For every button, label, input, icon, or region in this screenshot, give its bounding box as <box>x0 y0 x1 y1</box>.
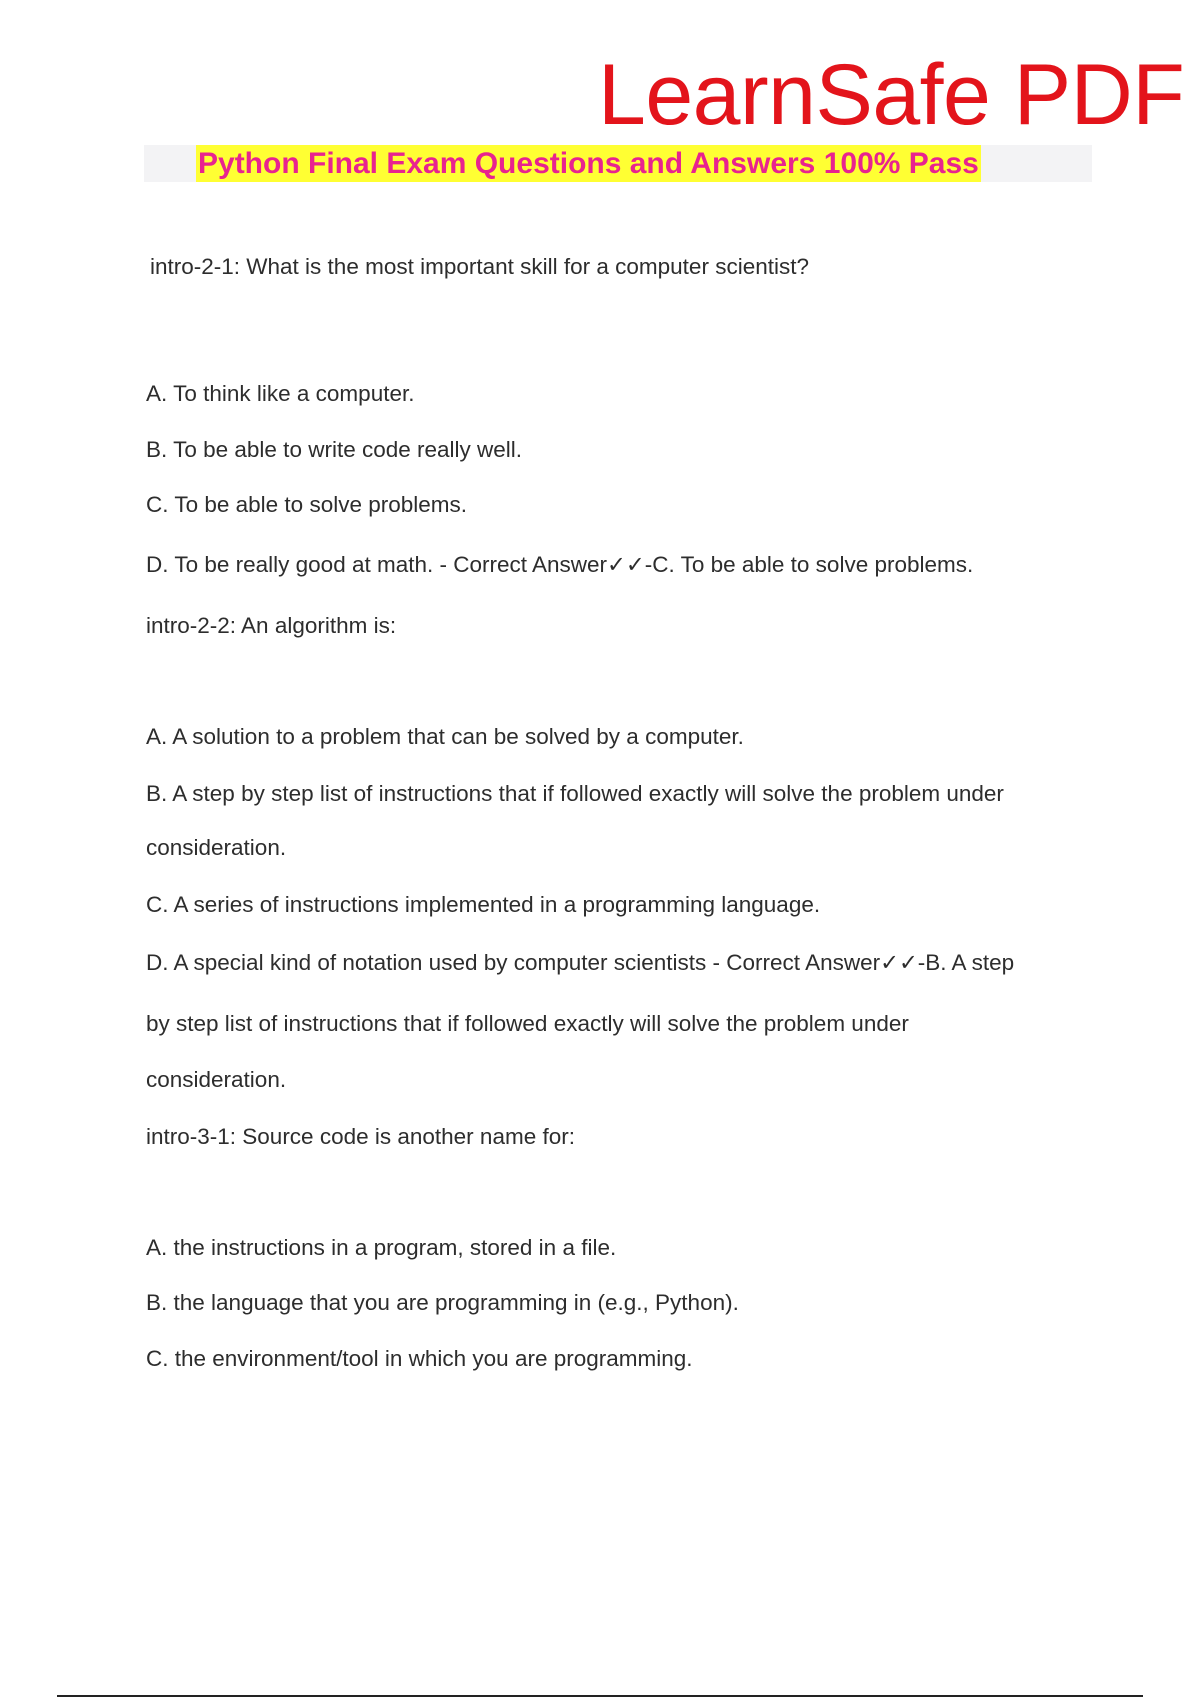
answer-option-continuation: consideration. <box>146 1067 287 1092</box>
answer-option: A. A solution to a problem that can be solved by a computer. <box>146 724 744 749</box>
question-prompt: intro-2-1: What is the most important skill for a computer scientist? <box>150 254 809 279</box>
answer-option: C. To be able to solve problems. <box>146 492 468 517</box>
answer-option-continuation: by step list of instructions that if followed exactly will solve the problem under <box>146 1011 909 1036</box>
answer-option: B. To be able to write code really well. <box>146 437 523 462</box>
document-title: Python Final Exam Questions and Answers 100% Pass <box>198 147 979 180</box>
answer-option-continuation: consideration. <box>146 835 287 860</box>
answer-option: B. A step by step list of instructions that if followed exactly will solve the problem under <box>146 781 1004 806</box>
question-prompt: intro-2-2: An algorithm is: <box>146 613 397 638</box>
answer-option: A. To think like a computer. <box>146 381 415 406</box>
question-prompt: intro-3-1: Source code is another name for: <box>146 1124 575 1149</box>
answer-option: A. the instructions in a program, stored in a file. <box>146 1235 617 1260</box>
answer-option-with-correct-answer: D. A special kind of notation used by computer scientists - Correct Answer✓✓-B. A step <box>146 950 1015 975</box>
answer-option: C. A series of instructions implemented in a programming language. <box>146 892 821 917</box>
answer-option: B. the language that you are programming in (e.g., Python). <box>146 1290 739 1315</box>
answer-option: C. the environment/tool in which you are programming. <box>146 1346 693 1371</box>
footer-divider <box>57 1695 1143 1697</box>
answer-option-with-correct-answer: D. To be really good at math. - Correct Answer✓✓-C. To be able to solve problems. <box>146 552 974 577</box>
watermark-logo: LearnSafe PDF <box>598 47 1185 143</box>
